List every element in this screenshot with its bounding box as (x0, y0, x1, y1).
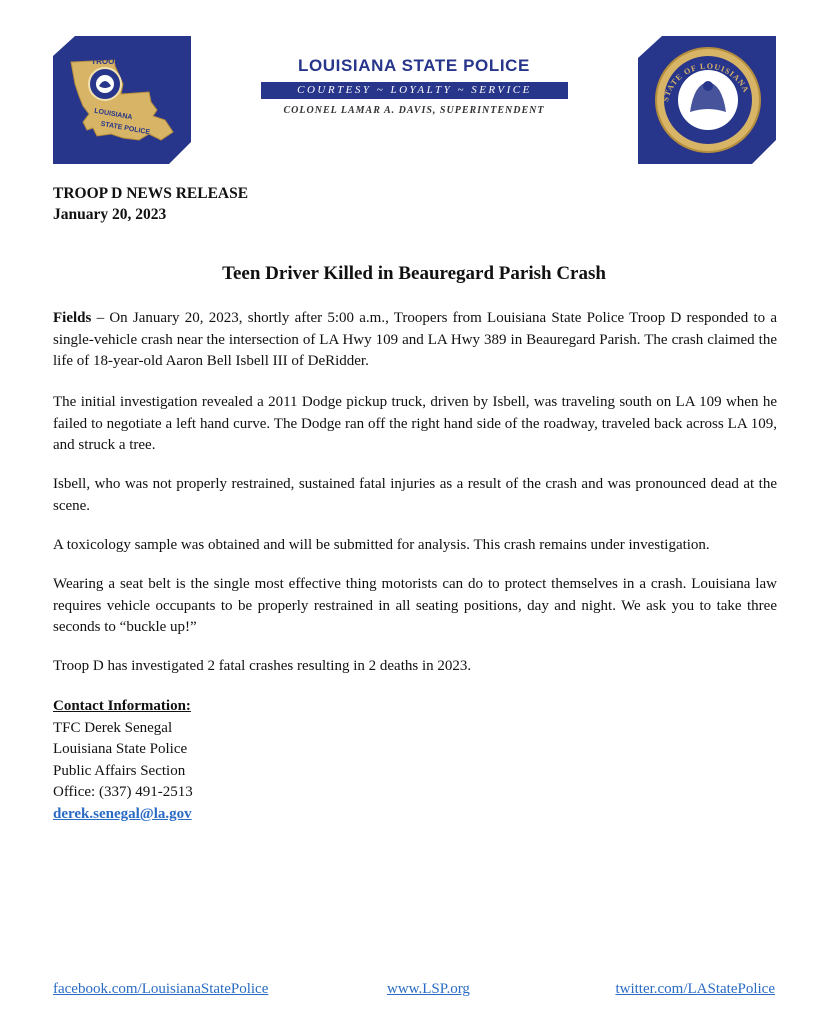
contact-name: TFC Derek Senegal (53, 719, 173, 736)
superintendent-line: COLONEL LAMAR A. DAVIS, SUPERINTENDENT (283, 105, 545, 116)
logo-text-trooper: TROOPER (91, 57, 131, 66)
motto-bar: COURTESY ~ LOYALTY ~ SERVICE (261, 82, 568, 99)
paragraph-4: A toxicology sample was obtained and will be submitted for analysis. This crash remains under investigation. (53, 537, 710, 553)
footer-website-link[interactable]: www.LSP.org (387, 981, 470, 997)
paragraph-1 (53, 308, 777, 373)
logo-text-louisiana: LOUISIANA (93, 107, 133, 122)
dateline: Fields (53, 310, 92, 326)
state-seal-logo-icon (638, 36, 776, 164)
paragraph-2: The initial investigation revealed a 2011 Dodge pickup truck, driven by Isbell, was traveling south on LA 109 when he failed to negotiate a left hand curve. The Dodge ran off the right hand side of the roadway, traveled back across LA 109, and struck a tree. (53, 394, 777, 453)
contact-section: Public Affairs Section (53, 762, 186, 779)
contact-heading: Contact Information: (53, 698, 191, 714)
paragraph-1-text: – On January 20, 2023, shortly after 5:00 a.m., Troopers from Louisiana State Police Troop D responded to a single-vehicle crash near the intersection of LA Hwy 109 and LA Hwy 389 in Beauregard Parish. The crash claimed the life of 18-year-old Aaron Bell Isbell III of DeRidder. (53, 310, 777, 369)
headline: Teen Driver Killed in Beauregard Parish Crash (222, 263, 606, 284)
paragraph-3: Isbell, who was not properly restrained, sustained fatal injuries as a result of the crash and was pronounced dead at the scene. (53, 476, 777, 514)
contact-block (53, 696, 193, 825)
paragraph-5: Wearing a seat belt is the single most effective thing motorists can do to protect themselves in a crash. Louisiana law requires vehicle occupants to be properly restrained in all seating positions, day and night. We ask you to take three seconds to “buckle up!” (53, 576, 777, 635)
footer-facebook-link[interactable]: facebook.com/LouisianaStatePolice (53, 981, 269, 997)
release-type: TROOP D NEWS RELEASE (53, 185, 249, 202)
footer-twitter-link[interactable]: twitter.com/LAStatePolice (615, 981, 775, 997)
contact-phone: Office: (337) 491-2513 (53, 784, 193, 800)
seal-ring-text: STATE OF LOUISIANA (661, 61, 751, 103)
release-date: January 20, 2023 (53, 206, 167, 223)
paragraph-6: Troop D has investigated 2 fatal crashes resulting in 2 deaths in 2023. (53, 658, 472, 674)
contact-org: Louisiana State Police (53, 741, 188, 757)
trooper-badge-logo-icon (53, 36, 191, 164)
agency-name: LOUISIANA STATE POLICE (297, 56, 530, 75)
contact-email-link[interactable]: derek.senegal@la.gov (53, 805, 192, 822)
logo-text-state-police: STATE POLICE (100, 120, 151, 137)
